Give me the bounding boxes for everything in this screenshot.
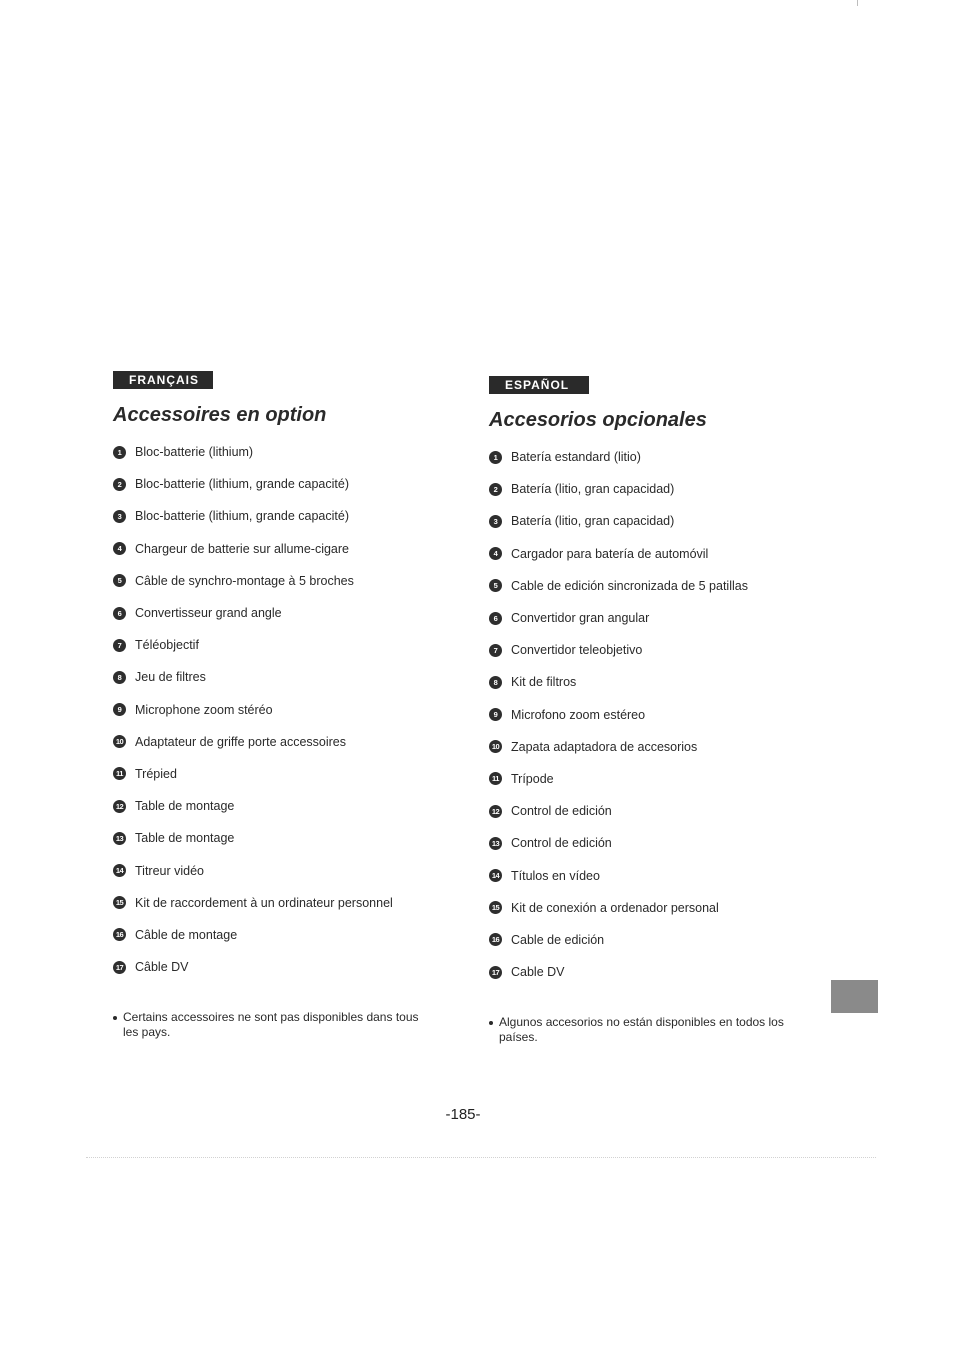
item-label: Kit de conexión a ordenador personal [511,900,719,915]
list-item [113,597,473,629]
scan-edge-mark [857,0,858,6]
list-item [489,795,849,827]
list-item [113,887,473,919]
list-item [113,436,473,468]
language-tag-espanol: ESPAÑOL [489,376,589,394]
circled-number-icon: 16 [113,928,126,941]
list-item [489,441,849,473]
item-label: Chargeur de batterie sur allume-cigare [135,541,349,556]
circled-number-icon: 2 [489,483,502,496]
item-label: Cable de edición sincronizada de 5 patillas [511,578,748,593]
item-label: Cargador para batería de automóvil [511,546,709,561]
item-label: Bloc-batterie (lithium, grande capacité) [135,509,349,524]
list-item [113,758,473,790]
item-label: Câble de synchro-montage à 5 broches [135,573,354,588]
circled-number-icon: 10 [113,735,126,748]
item-label: Convertidor teleobjetivo [511,643,643,658]
list-item [113,694,473,726]
list-item [489,956,849,988]
list-item [113,919,473,951]
circled-number-icon: 13 [113,832,126,845]
circled-number-icon: 17 [489,966,502,979]
language-tag-francais: FRANÇAIS [113,371,213,389]
item-label: Convertisseur grand angle [135,606,282,621]
circled-number-icon: 4 [489,547,502,560]
item-label: Table de montage [135,831,235,846]
circled-number-icon: 9 [113,703,126,716]
list-item [489,924,849,956]
list-item [489,538,849,570]
circled-number-icon: 1 [489,451,502,464]
francais-column [113,371,473,1040]
item-label: Microfono zoom estéreo [511,707,646,722]
item-label: Câble de montage [135,927,238,942]
item-label: Câble DV [135,960,189,975]
item-label: Kit de filtros [511,675,577,690]
circled-number-icon: 12 [489,805,502,818]
list-item [489,827,849,859]
circled-number-icon: 14 [489,869,502,882]
list-item [113,790,473,822]
bullet-icon [489,1021,493,1025]
item-label: Trípode [511,771,554,786]
item-label: Convertidor gran angular [511,611,650,626]
page-number: -185- [445,1106,481,1123]
accessory-list-francais [113,436,473,983]
accessory-list-espanol [489,441,849,988]
item-label: Titreur vidéo [135,863,205,878]
list-item [489,634,849,666]
circled-number-icon: 8 [113,671,126,684]
item-label: Cable de edición [511,932,605,947]
list-item [113,533,473,565]
item-label: Kit de raccordement à un ordinateur personnel [135,895,393,910]
list-item [113,500,473,532]
list-item [113,661,473,693]
circled-number-icon: 15 [113,896,126,909]
circled-number-icon: 1 [113,446,126,459]
item-label: Zapata adaptadora de accesorios [511,739,698,754]
list-item [113,854,473,886]
circled-number-icon: 6 [489,612,502,625]
item-label: Control de edición [511,804,612,819]
item-label: Batería estandard (litio) [511,450,641,465]
circled-number-icon: 2 [113,478,126,491]
item-label: Jeu de filtres [135,670,206,685]
item-label: Títulos en vídeo [511,868,600,883]
circled-number-icon: 4 [113,542,126,555]
circled-number-icon: 3 [113,510,126,523]
circled-number-icon: 3 [489,515,502,528]
availability-note-espanol [489,1015,799,1045]
list-item [489,731,849,763]
section-title-espanol: Accesorios opcionales [489,409,707,431]
circled-number-icon: 7 [489,644,502,657]
list-item [489,570,849,602]
list-item [113,565,473,597]
circled-number-icon: 13 [489,837,502,850]
espanol-column [489,376,849,1045]
list-item [489,763,849,795]
item-label: Bloc-batterie (lithium, grande capacité) [135,477,349,492]
item-label: Cable DV [511,965,565,980]
item-label: Adaptateur de griffe porte accessoires [135,734,347,749]
circled-number-icon: 5 [113,574,126,587]
item-label: Trépied [135,766,177,781]
list-item [489,602,849,634]
list-item [489,473,849,505]
circled-number-icon: 10 [489,740,502,753]
circled-number-icon: 15 [489,901,502,914]
section-thumb-tab [831,980,878,1013]
list-item [113,468,473,500]
item-label: Batería (litio, gran capacidad) [511,482,675,497]
page-bottom-rule [86,1157,876,1158]
item-label: Bloc-batterie (lithium) [135,445,254,460]
circled-number-icon: 11 [113,767,126,780]
availability-note-francais [113,1010,423,1040]
circled-number-icon: 14 [113,864,126,877]
circled-number-icon: 9 [489,708,502,721]
note-text: Algunos accesorios no están disponibles en todos los países. [499,1015,784,1045]
list-item [489,859,849,891]
circled-number-icon: 7 [113,639,126,652]
item-label: Microphone zoom stéréo [135,702,273,717]
circled-number-icon: 5 [489,579,502,592]
circled-number-icon: 8 [489,676,502,689]
circled-number-icon: 11 [489,772,502,785]
note-text: Certains accessoires ne sont pas disponibles dans tous les pays. [123,1010,419,1040]
list-item [113,629,473,661]
item-label: Téléobjectif [135,638,199,653]
item-label: Control de edición [511,836,612,851]
section-title-francais: Accessoires en option [113,404,327,426]
circled-number-icon: 12 [113,800,126,813]
list-item [113,726,473,758]
list-item [489,699,849,731]
bullet-icon [113,1016,117,1020]
list-item [489,666,849,698]
circled-number-icon: 16 [489,933,502,946]
circled-number-icon: 17 [113,961,126,974]
list-item [113,951,473,983]
list-item [113,822,473,854]
list-item [489,505,849,537]
circled-number-icon: 6 [113,607,126,620]
list-item [489,892,849,924]
item-label: Batería (litio, gran capacidad) [511,514,675,529]
item-label: Table de montage [135,799,235,814]
